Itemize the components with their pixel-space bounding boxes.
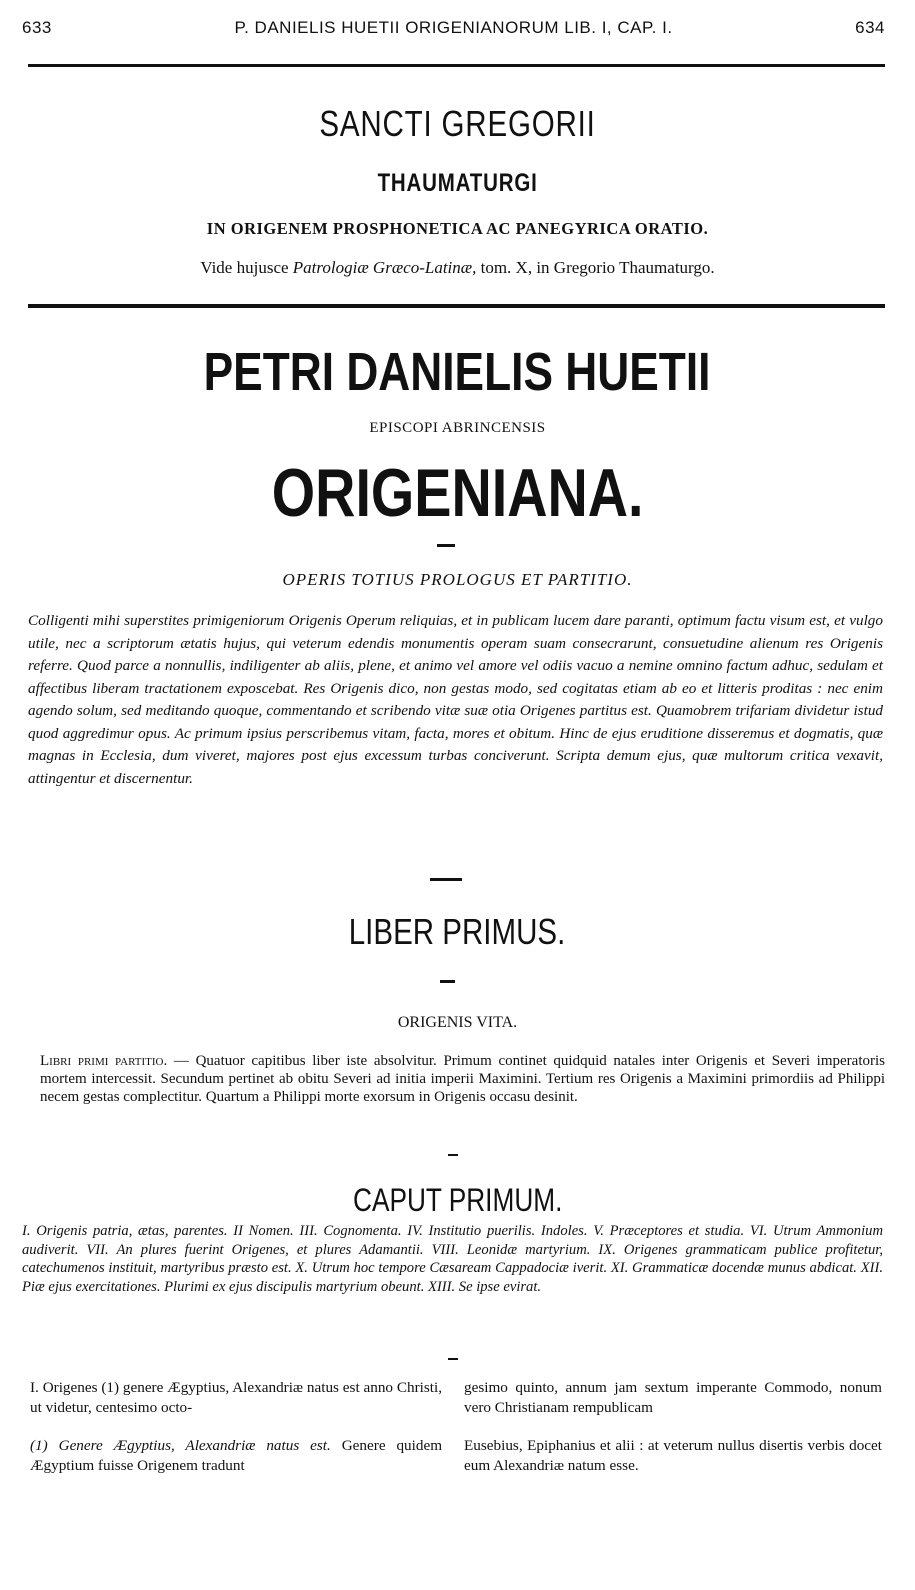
prologue-heading: OPERIS TOTIUS PROLOGUS ET PARTITIO.	[282, 570, 633, 589]
ornament-dash	[430, 878, 462, 881]
header-rule	[28, 64, 885, 67]
ornament-dash	[448, 1154, 458, 1156]
ornament-dash	[440, 980, 455, 983]
liber-heading: LIBER PRIMUS.	[349, 911, 566, 952]
footnote-right: Eusebius, Epiphanius et alii : at veterum nullus disertis verbis docet eum Alexandriæ natum esse.	[464, 1437, 882, 1474]
liber-partitio: Libri primi partitio. — Quatuor capitibus liber iste absolvitur. Primum continet quidquid natales inter Origenis et Severi imperatoris mortem intercessit. Secundum pertinet ab obitu Severi ad initia imperii Maximini. Tertium res Origenis a Maximini primordiis ad Philippi necem gestas complectitur. Quartum a Philippi morte exorsum in Origenis occasu desinit.	[40, 1053, 885, 1105]
ornament-dash	[437, 544, 455, 547]
liber-subheading: ORIGENIS VITA.	[397, 1014, 518, 1031]
gregory-oration-title: IN ORIGENEM PROSPHONETICA AC PANEGYRICA ORATIO.	[206, 219, 709, 238]
origeniana-title: ORIGENIANA.	[271, 455, 644, 531]
footnote-left: (1) Genere Ægyptius, Alexandriæ natus est. Genere quidem Ægyptium fuisse Origenem tradunt	[30, 1437, 443, 1474]
page-number-right: 634	[855, 18, 885, 37]
running-head	[22, 18, 885, 42]
gregory-subtitle: THAUMATURGI	[377, 169, 538, 197]
caput-contents: I. Origenis patria, ætas, parentes. II Nomen. III. Cognomenta. IV. Institutio puerilis. Indoles. V. Præceptores et studia. VI. Utrum Ammonium audiverit. VII. An plures fuerint Origenes, et plures Adamantii. VIII. Leonidæ martyrium. IX. Origenes grammaticam publice profitetur, catechumenos instituit, martyribus præsto est. X. Utrum hoc tempore Cæsaream Cappadociæ iverit. XI. Grammaticæ docendæ munus abdicat. XII. Piæ ejus exercitationes. Plurimi ex ejus discipulis martyrium obeunt. XIII. Se ipse evirat.	[22, 1223, 883, 1295]
prologue-text: Colligenti mihi superstites primigeniorum Origenis Operum reliquias, et in publicam lucem dare paranti, optimum factu visum est, et vulgo utile, nec a scriptorum ætatis hujus, qui veterum edendis monumentis operam suam consecrarunt, consuetudine alienum res Origenis referre. Quod parce a nonnullis, indiligenter ab aliis, plene, et animo vel amore vel odiis vacuo a nemine omnino factum adhuc, sedulam et affectibus liberam tractationem exposcebat. Res Origenis dico, non gestas modo, sed cogitatas etiam ab eo et litteris proditas : nec enim agendo solum, sed meditando quoque, commentando et scribendo vitæ suæ otia Origenes partitus est. Quamobrem trifariam dividetur istud quod aggredimur opus. Ac primum ipsius perscribemus vitam, facta, mores et obitum. Hinc de ejus eruditione disseremus et dogmatis, quæ magnas in Ecclesia, dum viveret, majores post ejus excessum turbas conciverunt. Scripta demum ejus, quæ multorum critica vexavit, attingentur et discernentur.	[28, 612, 883, 787]
episcopi-subtitle: EPISCOPI ABRINCENSIS	[369, 420, 546, 436]
running-title: P. DANIELIS HUETII ORIGENIANORUM LIB. I, CAP. I.	[234, 18, 673, 37]
gregory-title: SANCTI GREGORII	[319, 103, 596, 144]
page-number-left: 633	[22, 18, 52, 37]
ornament-dash	[448, 1358, 458, 1360]
section-rule	[28, 304, 885, 308]
gregory-reference: Vide hujusce Patrologiæ Græco-Latinæ, tom. X, in Gregorio Thaumaturgo.	[200, 258, 715, 277]
body-column-right: gesimo quinto, annum jam sextum imperante Commodo, nonum vero Christianam rempublicam	[464, 1379, 882, 1416]
author-heading: PETRI DANIELIS HUETII	[204, 342, 711, 402]
caput-heading: CAPUT PRIMUM.	[352, 1182, 563, 1218]
body-column-left: I. Origenes (1) genere Ægyptius, Alexandriæ natus est anno Christi, ut videtur, centesimo octo-	[30, 1379, 442, 1416]
